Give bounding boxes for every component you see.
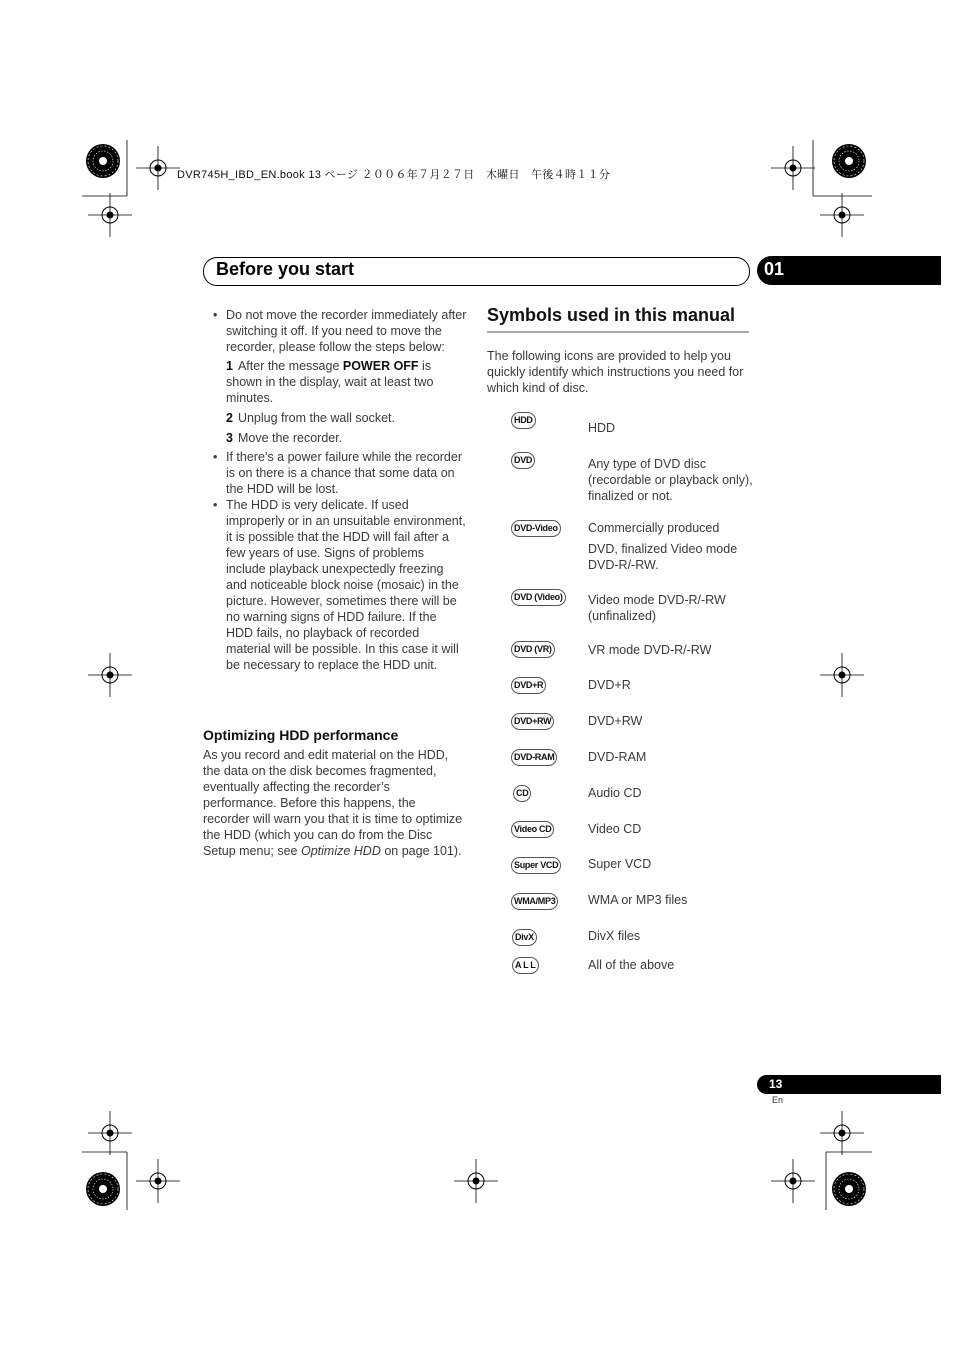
dvd-video-mode-icon: DVD (Video): [511, 589, 566, 606]
step-number: 1: [226, 359, 233, 373]
step-number: 2: [226, 411, 233, 425]
symbol-description: All of the above: [588, 958, 675, 972]
symbol-description: Audio CD: [588, 786, 642, 800]
bullet-item: [212, 449, 467, 497]
bullet-text: Do not move the recorder immediately after switching it off. If you need to move the recorder, please follow the steps below:: [226, 308, 467, 354]
bullet-dot: •: [213, 498, 218, 512]
cross-reference: Optimize HDD: [300, 844, 381, 858]
optimize-paragraph: As you record and edit material on the HDD, the data on the disk becomes fragmented, eventually affecting the recorder’s performance. Before this happens, the recorder will warn you that it is time to optimize the HDD (which you can do from the Disc Setup menu; see Optimize HDD on page 101).: [203, 748, 463, 858]
dvd-vr-icon: DVD (VR): [511, 641, 555, 658]
language-code: En: [772, 1095, 784, 1105]
power-off-label: POWER OFF: [342, 359, 419, 373]
dvd-video-icon: DVD-Video: [511, 520, 561, 537]
subsection-heading: Optimizing HDD performance: [203, 727, 399, 743]
video-cd-icon: Video CD: [511, 821, 554, 838]
cd-icon: CD: [513, 785, 531, 802]
step-3: 3 Move the recorder.: [226, 431, 343, 445]
step-1: 1 After the message POWER OFF is shown in the display, wait at least two minutes.: [226, 359, 434, 405]
symbol-description: Video CD: [588, 822, 642, 836]
bullet-item: [212, 497, 467, 673]
symbol-description: DVD, finalized Video mode DVD-R/-RW.: [588, 542, 738, 572]
all-icon: A L L: [512, 957, 539, 974]
wma-mp3-icon: WMA/MP3: [511, 893, 558, 910]
symbol-description: Commercially produced: [588, 521, 720, 535]
symbol-description: HDD: [588, 421, 616, 435]
hdd-icon: HDD: [511, 412, 536, 429]
dvd-plus-r-icon: DVD+R: [511, 677, 546, 694]
dvd-ram-icon: DVD-RAM: [511, 749, 557, 766]
symbol-description: Video mode DVD-R/-RW (unfinalized): [588, 593, 726, 623]
symbol-description: VR mode DVD-R/-RW: [588, 643, 712, 657]
bullet-item: [212, 307, 467, 446]
step-number: 3: [226, 431, 233, 445]
divx-icon: DivX: [512, 929, 537, 946]
bullet-dot: •: [213, 450, 218, 464]
title-underline: [487, 331, 749, 333]
step-2: 2 Unplug from the wall socket.: [226, 411, 395, 425]
dvd-plus-rw-icon: DVD+RW: [511, 713, 554, 730]
symbol-description: DVD+R: [588, 678, 631, 692]
dvd-icon: DVD: [511, 452, 535, 469]
chapter-tab: [757, 256, 941, 285]
bullet-text: If there’s a power failure while the recorder is on there is a chance that some data on the HDD will be lost.: [226, 450, 462, 496]
left-column: [212, 307, 467, 673]
symbol-description: DVD+RW: [588, 714, 643, 728]
symbols-title: Symbols used in this manual: [487, 305, 736, 325]
symbol-description: DVD-RAM: [588, 750, 647, 764]
page-number: 13: [769, 1077, 783, 1091]
symbol-description: WMA or MP3 files: [588, 893, 688, 907]
bullet-dot: •: [213, 308, 218, 322]
symbol-description: DivX files: [588, 929, 641, 943]
page-number-tab: [757, 1075, 941, 1094]
super-vcd-icon: Super VCD: [511, 857, 561, 874]
chapter-number: 01: [764, 259, 785, 279]
bullet-text: The HDD is very delicate. If used improperly or in an unsuitable environment, it is possible that the HDD will fail after a few years of use. Signs of problems include playback unexpectedly freezing and noticeable block noise (mosaic) in the picture. However, sometimes there will be no warning signs of HDD failure. If the HDD fails, no playback of recorded material will be possible. In this case it will be necessary to replace the HDD unit.: [226, 498, 466, 672]
symbol-description: Super VCD: [588, 857, 652, 871]
symbols-intro: The following icons are provided to help you quickly identify which instructions you need for which kind of disc.: [487, 349, 744, 395]
print-slug: DVR745H_IBD_EN.book 13 ページ ２００６年７月２７日 木曜日 午後４時１１分: [177, 169, 611, 181]
section-title: Before you start: [216, 259, 355, 279]
symbol-description: Any type of DVD disc (recordable or playback only), finalized or not.: [588, 457, 753, 503]
